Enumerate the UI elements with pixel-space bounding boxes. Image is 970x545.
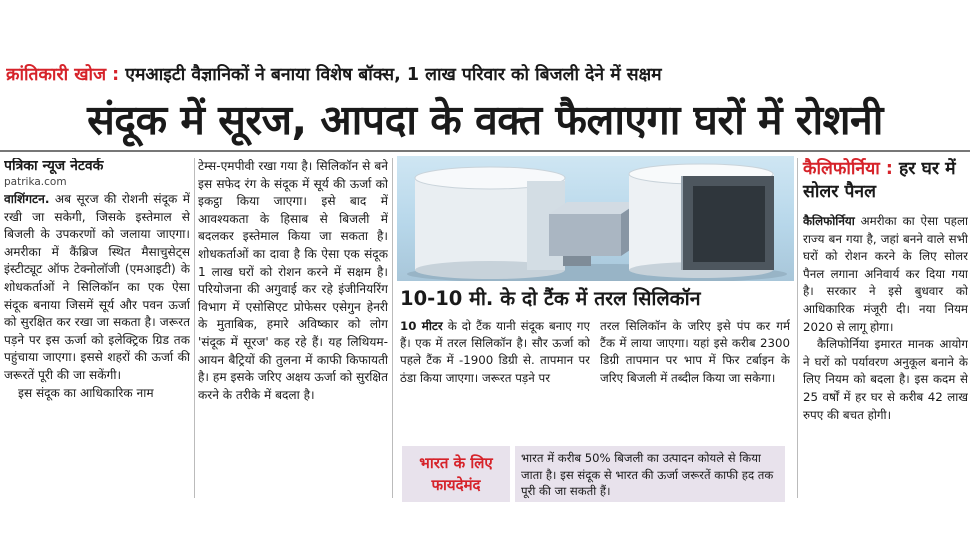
kicker-text: एमआइटी वैज्ञानिकों ने बनाया विशेष बॉक्स, 1 लाख परिवार को बिजली देने में सक्षम bbox=[125, 65, 662, 85]
benefit-box-title bbox=[402, 446, 510, 502]
byline-site: patrika.com bbox=[4, 176, 67, 188]
kicker-line bbox=[6, 60, 966, 90]
california-para2: कैलिफोर्निया इमारत मानक आयोग ने घरों को पर्यावरण अनुकूल बनाने के लिए नियम को बदला है। इस कदम से 25 वर्षों में हर घर से करीब 42 लाख रुपए की बचत होगी। bbox=[803, 337, 968, 422]
column-divider-1 bbox=[194, 158, 195, 498]
california-head-red: कैलिफोर्निया : bbox=[803, 159, 893, 179]
dateline: वाशिंगटन. bbox=[4, 192, 50, 206]
col1-para1 bbox=[4, 191, 190, 385]
col1-para2: इस संदूक का आधिकारिक नाम bbox=[18, 385, 154, 400]
kicker-label: क्रांतिकारी खोज : bbox=[6, 65, 120, 85]
headline-divider bbox=[0, 150, 970, 152]
column-divider-2 bbox=[392, 158, 393, 498]
california-heading bbox=[803, 158, 968, 208]
benefit-title-line2: फायदेमंद bbox=[431, 476, 481, 494]
tank-left-text: के दो टैंक यानी संदूक बनाए गए हैं। एक में तरल सिलिकॉन है। सौर ऊर्जा को पहले टैंक में -1900 डिग्री से. तापमान पर ठंडा किया जाएगा। जरूरत पड़ने पर bbox=[400, 319, 590, 385]
tank-lead: 10 मीटर bbox=[400, 319, 443, 333]
byline-agency: पत्रिका न्यूज नेटवर्क bbox=[4, 158, 104, 174]
california-para1: अमरीका का ऐसा पहला राज्य बन गया है, जहां बनने वाले सभी घरों को रोशन करने के लिए सोलर पैनल लगाना अनिवार्य कर दिया गया है। सरकार ने इसे बुधवार को आधिकारिक मंजूरी दी। नया नियम 2020 से लागू होगा। bbox=[803, 214, 968, 334]
silicon-tank-photo bbox=[397, 156, 794, 281]
column-2 bbox=[198, 158, 388, 498]
column-1 bbox=[4, 158, 190, 498]
column-divider-3 bbox=[797, 158, 798, 498]
tank-right-column bbox=[600, 318, 790, 443]
tank-right-text: तरल सिलिकॉन के जरिए इसे पंप कर गर्म टैंक में लाया जाएगा। यहां इसे करीब 2300 डिग्री तापमान पर भाप में फिर टर्बाइन के जरिए बिजली में तब्दील किया जा सकेगा। bbox=[600, 319, 790, 385]
headline: संदूक में सूरज, आपदा के वक्त फैलाएगा घरों में रोशनी bbox=[87, 96, 883, 144]
col1-para1-text: अब सूरज की रोशनी संदूक में रखी जा सकेगी, जिसके इस्तेमाल से बिजली के उपकरणों को जलाया जाएगा। अमरीका में कैंब्रिज स्थित मैसाचुसेट्स इंस्टीट्यूट ऑफ टेक्नोलॉजी (एमआइटी) के शोधकर्ताओं ने सिलिकॉन का एक ऐसा संदूक बनाया जिसमें सूर्य और पवन ऊर्जा को सुरक्षित कर रखा जा सकता है। जरूरत पड़ने पर इस ऊर्जा को इलेक्ट्रिक ग्रिड तक पहुंचाया जाएगा। इससे शहरों की ऊर्जा की जरूरतें पूरी की जा सकेंगी। bbox=[4, 192, 190, 382]
benefit-box-text: भारत में करीब 50% बिजली का उत्पादन कोयले से किया जाता है। इस संदूक से भारत की ऊर्जा जरूरतें काफी हद तक पूरी की जा सकती हैं। bbox=[515, 446, 785, 502]
california-column bbox=[803, 213, 968, 503]
tank-illustration bbox=[397, 156, 794, 281]
col2-text: टेम्स-एमपीवी रखा गया है। सिलिकॉन से बने इस सफेद रंग के संदूक में सूर्य की ऊर्जा को इकट्ठा किया जाएगा। इसे बाद में आवश्यकता के हिसाब से बिजली में बदलकर इस्तेमाल किया जा सकता है। शोधकर्ताओं का दावा है कि ऐसा एक संदूक 1 लाख घरों को रोशन करने में सक्षम है। परियोजना की अगुवाई कर रहे इंजीनियरिंग विभाग में एसोसिएट प्रोफेसर एसेगुन हेनरी के मुताबिक, हमारे अविष्कार को लोग 'संदूक में सूरज' कह रहे हैं। यह लिथियम-आयन बैट्रियों की तुलना में काफी किफायती है। हम इसके जरिए अक्षय ऊर्जा को सुरक्षित करने के तरीके में बदला है। bbox=[198, 159, 388, 402]
tank-left-column bbox=[400, 318, 590, 443]
california-lead: कैलिफोर्निया bbox=[803, 214, 855, 228]
california-head-black: हर घर में सोलर पैनल bbox=[803, 159, 956, 202]
tank-subhead: 10-10 मी. के दो टैंक में तरल सिलिकॉन bbox=[400, 287, 701, 310]
benefit-title-line1: भारत के लिए bbox=[419, 454, 493, 472]
